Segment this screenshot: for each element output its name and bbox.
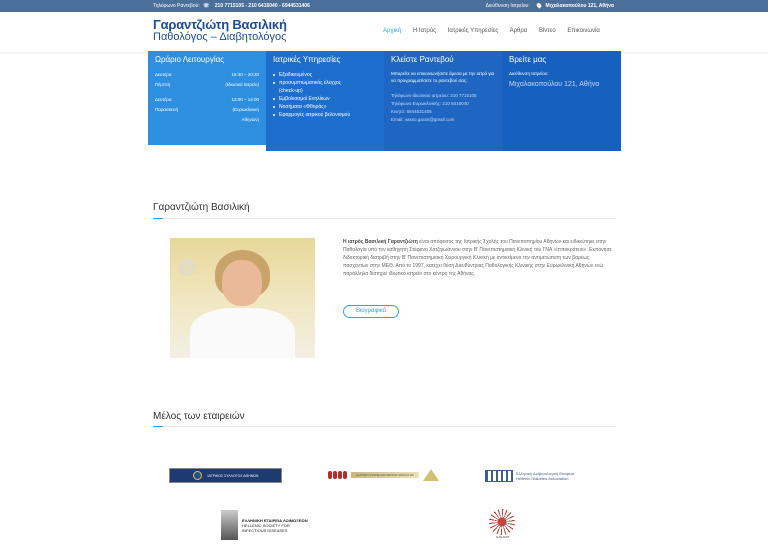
about-divider bbox=[153, 218, 615, 219]
members-title: Μέλος των εταιρειών bbox=[153, 411, 245, 422]
mobile-phone[interactable]: 6944531406 bbox=[406, 109, 432, 114]
hours-time: 16:30 – 20:30 bbox=[231, 72, 259, 77]
nav-articles[interactable]: Άρθρα bbox=[509, 28, 528, 34]
logo-eleamit[interactable]: ΕΛΕΑΜΙΤ bbox=[478, 505, 526, 543]
diabetes-logo-icon bbox=[485, 470, 513, 482]
phone-numbers[interactable]: 210 7715105 - 210 6416040 - 6944531406 bbox=[214, 3, 310, 9]
logo-subtitle[interactable]: Παθολόγος – Διαβητολόγος bbox=[153, 31, 287, 43]
hours-day: Πέμπτη bbox=[155, 82, 171, 87]
hours-time: Αθηνών) bbox=[241, 117, 259, 122]
hours-day: Δευτέρα bbox=[155, 72, 172, 77]
appointment-title: Κλείστε Ραντεβού bbox=[391, 55, 454, 64]
logo-diabetes-association[interactable]: Ελληνική Διαβητολογική Εταιρεία Hellenic Diabetes Association bbox=[485, 468, 599, 483]
service-item[interactable]: Νοσήματα «Φθοράς» bbox=[273, 103, 377, 111]
logo-infectious-diseases[interactable]: ΕΛΛΗΝΙΚΗ ΕΤΑΙΡΕΙΑ ΛΟΙΜΩΞΕΩΝ HELLENIC SOCIETY FOR INFECTIOUS DISEASES bbox=[221, 508, 315, 542]
find-us-title: Βρείτε μας bbox=[509, 55, 547, 64]
doctor-bio: Η ιατρός Βασιλική Γαραντζιώτη είναι απόφοιτος της Ιατρικής Σχολής του Πανεπιστημίου Αθηνών και ειδικεύτηκε στην Παθολογία υπό τον καθηγητή Στέφανο Χατζηιωάννου στην Β' Πανεπιστημιακή Κλινική του ΓΝΑ «Ιπποκράτειο». Εκπόνησε διδακτορική διατριβή στην Β' Πανεπιστημιακή Χειρουργική Κλινική με αντικείμενο την αντιμετώπιση των βαρέως πασχόντων στην ΜΕΘ. Από το 1997, κατέχει θέση Διευθύντριας Παθολογικής Κλινικής στην Ευρωκλινική Αθηνών ενώ παράλληλα διατηρεί ιδιωτικό ιατρείο στο κέντρο της Αθήνας. bbox=[343, 239, 612, 277]
private-phone[interactable]: 210 7715105 bbox=[450, 93, 477, 98]
seal-icon bbox=[193, 471, 202, 480]
hours-day: Παρασκευή bbox=[155, 107, 179, 112]
appointment-box bbox=[384, 51, 502, 151]
nav-doctor[interactable]: Η Ιατρός bbox=[412, 28, 437, 34]
logo-medical-association[interactable]: ΙΑΤΡΙΚΟΣ ΣΥΛΛΟΓΟΣ ΑΘΗΝΩΝ bbox=[169, 468, 282, 483]
logo-internal-medicine[interactable]: ΕΛΛΗΝΙΚΗ ΕΤΑΙΡΕΙΑ ΕΣΩΤΕΡΙΚΗΣ ΠΑΘΟΛΟΓΙΑΣ bbox=[325, 466, 442, 484]
services-box bbox=[266, 51, 384, 151]
service-item-cont[interactable]: προσυμπτωματικός έλεγχος (check-up) bbox=[273, 79, 377, 95]
doctor-photo bbox=[170, 238, 315, 358]
hours-title: Ωράριο Λειτουργίας bbox=[155, 55, 225, 64]
service-item[interactable]: Εξειδικευμένος bbox=[273, 71, 377, 79]
address-text: Μιχαλακοπούλου 121, Αθήνα bbox=[545, 3, 614, 9]
members-accent bbox=[153, 426, 163, 427]
nav-home[interactable]: Αρχική bbox=[383, 28, 402, 34]
map-pin-icon bbox=[536, 2, 542, 8]
appointment-contacts: Τηλέφωνο ιδιωτικού ιατρείου: 210 7715105 Τηλέφωνο Ευρωκλινικής: 210 6416040 Κινητό: 6944531406 Email: vasso.garan@gmail.com bbox=[391, 93, 477, 122]
top-bar bbox=[0, 0, 768, 12]
site-header bbox=[0, 12, 768, 52]
address-label: Διεύθυνση Ιατρείου: bbox=[485, 3, 530, 9]
find-us-address[interactable]: Μιχαλακοπούλου 121, Αθήνα bbox=[509, 81, 600, 88]
nav-services[interactable]: Ιατρικές Υπηρεσίες bbox=[447, 28, 499, 34]
appointment-intro: Μπορείτε να επικοινωνήσετε άμεσα με την ιατρό για να προγραμματίσετε το ραντεβού σας. bbox=[391, 71, 495, 83]
topbar-address bbox=[486, 3, 614, 9]
hours-time: (Ευρωκλινική bbox=[232, 107, 259, 112]
euro-phone[interactable]: 210 6416040 bbox=[442, 101, 469, 106]
phone-label: Τηλέφωνο Ραντεβού: bbox=[153, 3, 200, 9]
about-title: Γαραντζιώτη Βασιλική bbox=[153, 202, 250, 213]
email-link[interactable]: vasso.garan@gmail.com bbox=[404, 117, 455, 122]
hours-time: (Ιδιωτικό Ιατρείο) bbox=[225, 82, 259, 87]
find-us-label: Διεύθυνση Ιατρείου: bbox=[509, 71, 549, 76]
about-accent bbox=[153, 218, 163, 219]
phone-icon: ☏ bbox=[203, 3, 210, 9]
statue-icon bbox=[221, 510, 238, 540]
find-us-box bbox=[502, 51, 621, 151]
hours-time: 13:00 – 14:00 bbox=[231, 97, 259, 102]
topbar-phones bbox=[153, 3, 312, 9]
service-item[interactable]: Εμβολιασμοί Ενηλίκων bbox=[273, 95, 377, 103]
members-divider bbox=[153, 426, 615, 427]
emblem-icon bbox=[489, 509, 515, 535]
service-item[interactable]: Εφαρμογές ιατρικού βελονισμού bbox=[273, 111, 377, 119]
hours-day: Δευτέρα bbox=[155, 97, 172, 102]
hours-box bbox=[148, 51, 266, 145]
logo-name[interactable]: Γαραντζιώτη Βασιλική bbox=[153, 17, 287, 32]
nav-contact[interactable]: Επικοινωνία bbox=[567, 28, 600, 34]
main-nav bbox=[383, 28, 610, 34]
nav-video[interactable]: Βίντεο bbox=[538, 28, 556, 34]
cv-button[interactable]: Βιογραφικό bbox=[343, 305, 399, 318]
services-title: Ιατρικές Υπηρεσίες bbox=[273, 55, 341, 64]
